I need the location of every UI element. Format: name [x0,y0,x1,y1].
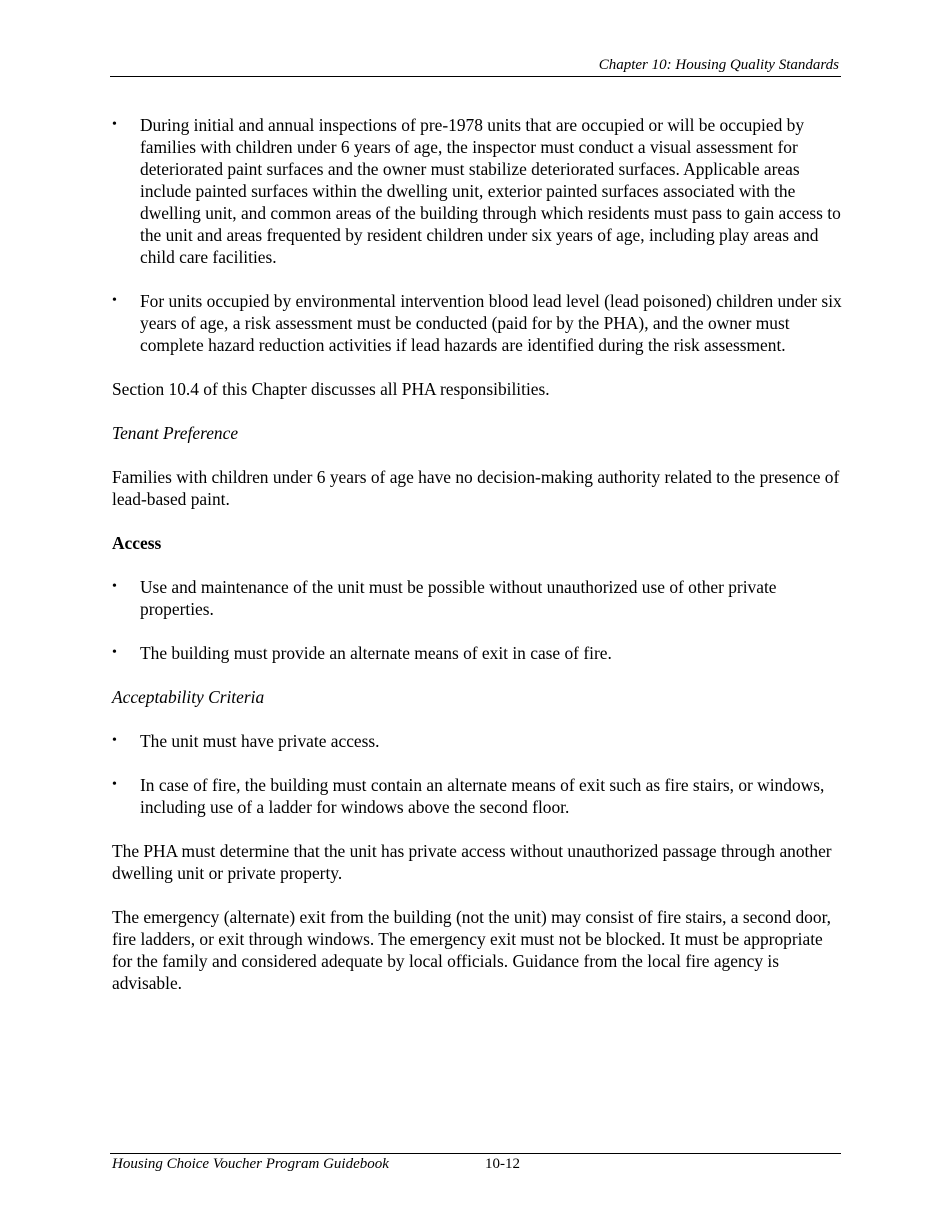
list-item [112,114,842,268]
page-content [112,114,842,1016]
footer-guidebook-title: Housing Choice Voucher Program Guidebook [112,1156,389,1172]
tenant-preference-heading: Tenant Preference [112,423,239,443]
bullet-icon: • [112,645,117,660]
list-item [112,642,842,664]
list-item [112,576,842,620]
list-item-text: The unit must have private access. [140,731,380,751]
private-access-paragraph: The PHA must determine that the unit has private access without unauthorized passage through another dwelling unit or private property. [112,841,832,883]
header-rule [110,76,841,77]
page-number: 10-12 [485,1156,520,1172]
tenant-preference-text: Families with children under 6 years of age have no decision-making authority related to the presence of lead-based paint. [112,467,840,509]
list-item-text: In case of fire, the building must contain an alternate means of exit such as fire stairs, or windows, including use of a ladder for windows above the second floor. [140,775,825,817]
bullet-icon: • [112,579,117,594]
list-item-text: Use and maintenance of the unit must be possible without unauthorized use of other private properties. [140,577,777,619]
bullet-icon: • [112,777,117,792]
bullet-icon: • [112,117,117,132]
list-item [112,730,842,752]
section-reference: Section 10.4 of this Chapter discusses all PHA responsibilities. [112,379,550,399]
list-item [112,774,842,818]
running-header: Chapter 10: Housing Quality Standards [598,57,839,73]
acceptability-heading: Acceptability Criteria [112,687,265,707]
bullet-icon: • [112,293,117,308]
list-item-text: For units occupied by environmental intervention blood lead level (lead poisoned) children under six years of age, a risk assessment must be conducted (paid for by the PHA), and the owner must complete hazard reduction activities if lead hazards are identified during the risk assessment. [140,291,842,355]
list-item [112,290,842,356]
emergency-exit-paragraph: The emergency (alternate) exit from the building (not the unit) may consist of fire stairs, a second door, fire ladders, or exit through windows. The emergency exit must not be blocked. It must be appropriate for the family and considered adequate by local officials. Guidance from the local fire agency is advisable. [112,907,832,993]
list-item-text: During initial and annual inspections of pre-1978 units that are occupied or will be occupied by families with children under 6 years of age, the inspector must conduct a visual assessment for deteriorated paint surfaces and the owner must stabilize deteriorated surfaces. Applicable areas include painted surfaces within the dwelling unit, exterior painted surfaces associated with the dwelling unit, and common areas of the building through which residents must pass to gain access to the unit and areas frequented by resident children under six years of age, including play areas and child care facilities. [140,115,841,267]
access-heading: Access [112,533,162,553]
list-item-text: The building must provide an alternate means of exit in case of fire. [140,643,612,663]
footer-rule [110,1153,841,1154]
bullet-icon: • [112,733,117,748]
